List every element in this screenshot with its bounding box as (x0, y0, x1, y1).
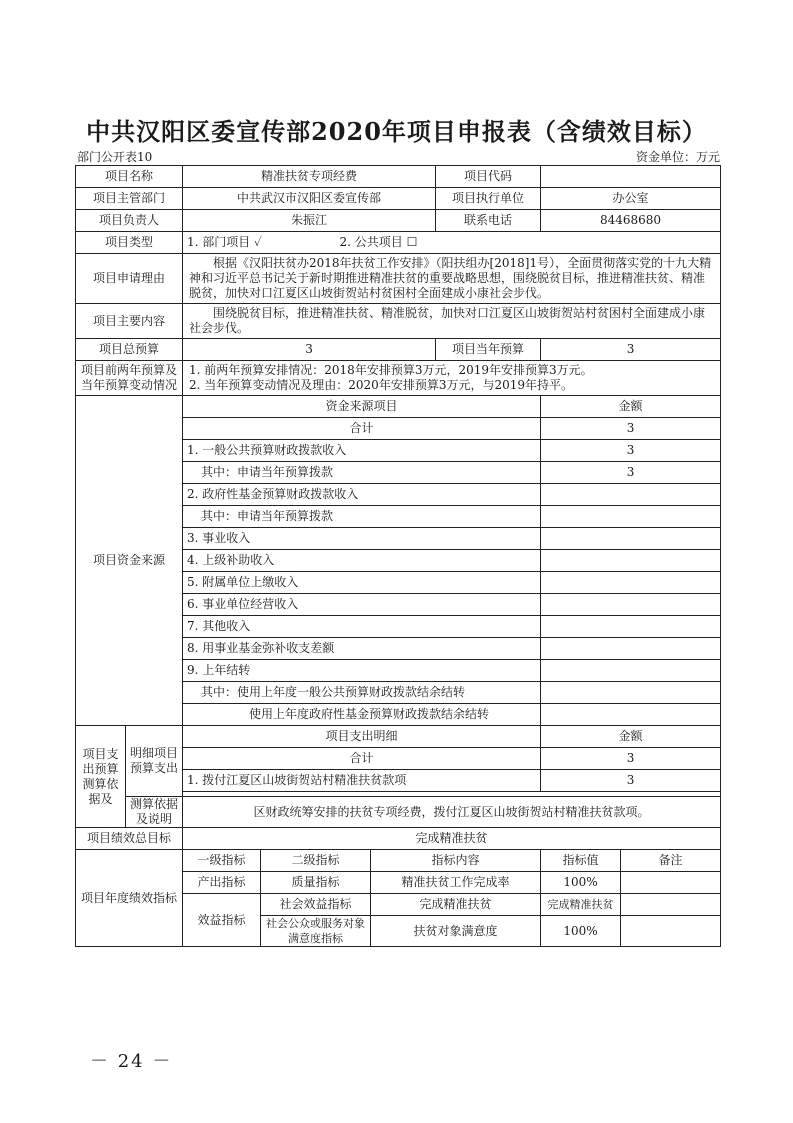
current-budget-label: 项目当年预算 (436, 339, 541, 361)
perf-header-row (76, 850, 721, 872)
funding-item: 合计 (183, 418, 541, 440)
type-label: 项目类型 (76, 232, 183, 254)
funding-amount: 3 (541, 440, 721, 462)
funding-item: 其中：申请当年预算拨款 (183, 506, 541, 528)
row-reason (76, 254, 721, 304)
annual-label: 项目年度绩效指标 (76, 850, 183, 947)
expense-label (76, 726, 126, 828)
output-content: 精准扶贫工作完成率 (371, 872, 541, 894)
content-label: 项目主要内容 (76, 304, 183, 339)
expense-amount: 3 (541, 770, 721, 792)
owner-value: 朱振江 (183, 210, 436, 232)
expense-label-1: 项目支出预算 (82, 746, 119, 776)
output-note (621, 872, 721, 894)
total-budget-value: 3 (183, 339, 436, 361)
funding-item: 3. 事业收入 (183, 528, 541, 550)
perf-header-note: 备注 (621, 850, 721, 872)
funding-item: 使用上年度政府性基金预算财政拨款结余结转 (183, 704, 541, 726)
row-budget (76, 339, 721, 361)
funding-amount (541, 682, 721, 704)
budget-change-label: 项目前两年预算及当年预算变动情况 (76, 361, 183, 396)
row-project-owner (76, 210, 721, 232)
row-project-name (76, 166, 721, 188)
funding-col-item: 资金来源项目 (183, 396, 541, 418)
satisfaction-value: 100% (541, 916, 621, 947)
page-title: 中共汉阳区委宣传部2020年项目申报表（含绩效目标） (86, 117, 707, 146)
total-budget-label: 项目总预算 (76, 339, 183, 361)
funding-item: 7. 其他收入 (183, 616, 541, 638)
project-name-value: 精准扶贫专项经费 (183, 166, 436, 188)
budget-change-2: 2. 当年预算变动情况及理由：2020年安排预算3万元，与2019年持平。 (189, 378, 573, 392)
funding-header-row (76, 396, 721, 418)
expense-col-amount: 金额 (541, 726, 721, 748)
social-value: 完成精准扶贫 (541, 894, 621, 916)
funding-amount (541, 616, 721, 638)
funding-label: 项目资金来源 (76, 396, 183, 726)
row-content (76, 304, 721, 339)
owner-label: 项目负责人 (76, 210, 183, 232)
row-project-dept (76, 188, 721, 210)
goal-label: 项目绩效总目标 (76, 828, 183, 850)
content-text: 围绕脱贫目标，推进精准扶贫、精准脱贫，加快对口江夏区山坡街贺站村贫困村全面建成小康社会步伐。 (183, 304, 721, 339)
funding-amount: 3 (541, 418, 721, 440)
social-content: 完成精准扶贫 (371, 894, 541, 916)
funding-item: 其中：使用上年度一般公共预算财政拨款结余结转 (183, 682, 541, 704)
funding-amount (541, 506, 721, 528)
perf-header-content: 指标内容 (371, 850, 541, 872)
funding-item: 6. 事业单位经营收入 (183, 594, 541, 616)
exec-value: 办公室 (541, 188, 721, 210)
expense-basis-label: 测算依据及说明 (126, 797, 183, 828)
type-dept-option: 1. 部门项目 ✓ (187, 235, 262, 249)
satisfaction-content: 扶贫对象满意度 (371, 916, 541, 947)
expense-basis-text: 区财政统筹安排的扶贫专项经费，拨付江夏区山坡街贺站村精准扶贫款项。 (183, 797, 721, 828)
funding-amount (541, 572, 721, 594)
current-budget-value: 3 (541, 339, 721, 361)
perf-header-l1: 一级指标 (183, 850, 261, 872)
row-project-type (76, 232, 721, 254)
row-goal (76, 828, 721, 850)
funding-col-amount: 金额 (541, 396, 721, 418)
row-budget-change (76, 361, 721, 396)
project-name-label: 项目名称 (76, 166, 183, 188)
funding-amount (541, 704, 721, 726)
funding-item: 其中：申请当年预算拨款 (183, 462, 541, 484)
perf-header-value: 指标值 (541, 850, 621, 872)
page-number: － 24 － (90, 1051, 173, 1072)
phone-value: 84468680 (541, 210, 721, 232)
funding-item: 1. 一般公共预算财政拨款收入 (183, 440, 541, 462)
budget-change-text (183, 361, 721, 396)
output-l1: 产出指标 (183, 872, 261, 894)
output-value: 100% (541, 872, 621, 894)
social-l2: 社会效益指标 (261, 894, 371, 916)
expense-detail-label: 明细项目预算支出 (126, 726, 183, 797)
expense-basis-row (76, 797, 721, 828)
project-code-value (541, 166, 721, 188)
expense-total-label: 合计 (183, 748, 541, 770)
funding-item: 5. 附属单位上缴收入 (183, 572, 541, 594)
output-l2: 质量指标 (261, 872, 371, 894)
type-public-option: 2. 公共项目 ☐ (339, 235, 418, 249)
dept-value: 中共武汉市汉阳区委宣传部 (183, 188, 436, 210)
social-note (621, 894, 721, 916)
reason-label: 项目申请理由 (76, 254, 183, 304)
expense-item: 1. 拨付江夏区山坡街贺站村精准扶贫款项 (183, 770, 541, 792)
dept-label: 项目主管部门 (76, 188, 183, 210)
funding-item: 4. 上级补助收入 (183, 550, 541, 572)
funding-amount (541, 528, 721, 550)
project-application-table (75, 165, 721, 947)
funding-amount (541, 594, 721, 616)
funding-amount: 3 (541, 462, 721, 484)
expense-col-item: 项目支出明细 (183, 726, 541, 748)
exec-label: 项目执行单位 (436, 188, 541, 210)
expense-total-value: 3 (541, 748, 721, 770)
benefit-l1: 效益指标 (183, 894, 261, 947)
goal-value: 完成精准扶贫 (183, 828, 721, 850)
funding-item: 2. 政府性基金预算财政拨款收入 (183, 484, 541, 506)
funding-item: 9. 上年结转 (183, 660, 541, 682)
funding-amount (541, 484, 721, 506)
form-number: 部门公开表10 (77, 150, 153, 164)
perf-header-l2: 二级指标 (261, 850, 371, 872)
expense-header-row (76, 726, 721, 748)
expense-label-2: 测算依据及 (82, 776, 119, 806)
reason-text: 根据《汉阳扶贫办2018年扶贫工作安排》（阳扶组办[2018]1号），全面贯彻落实党的十九大精神和习近平总书记关于新时期推进精准扶贫的重要战略思想，围绕脱贫目标，推进精准扶贫、精准脱贫，加快对口江夏区山坡街贺站村贫困村全面建成小康社会步伐。 (183, 254, 721, 304)
type-value (183, 232, 721, 254)
funding-amount (541, 638, 721, 660)
budget-change-1: 1. 前两年预算安排情况：2018年安排预算3万元，2019年安排预算3万元。 (189, 363, 593, 377)
funding-amount (541, 550, 721, 572)
funding-amount (541, 660, 721, 682)
phone-label: 联系电话 (436, 210, 541, 232)
project-code-label: 项目代码 (436, 166, 541, 188)
satisfaction-note (621, 916, 721, 947)
funding-item: 8. 用事业基金弥补收支差额 (183, 638, 541, 660)
currency-unit: 资金单位：万元 (635, 150, 720, 164)
satisfaction-l2: 社会公众或服务对象满意度指标 (261, 916, 371, 947)
